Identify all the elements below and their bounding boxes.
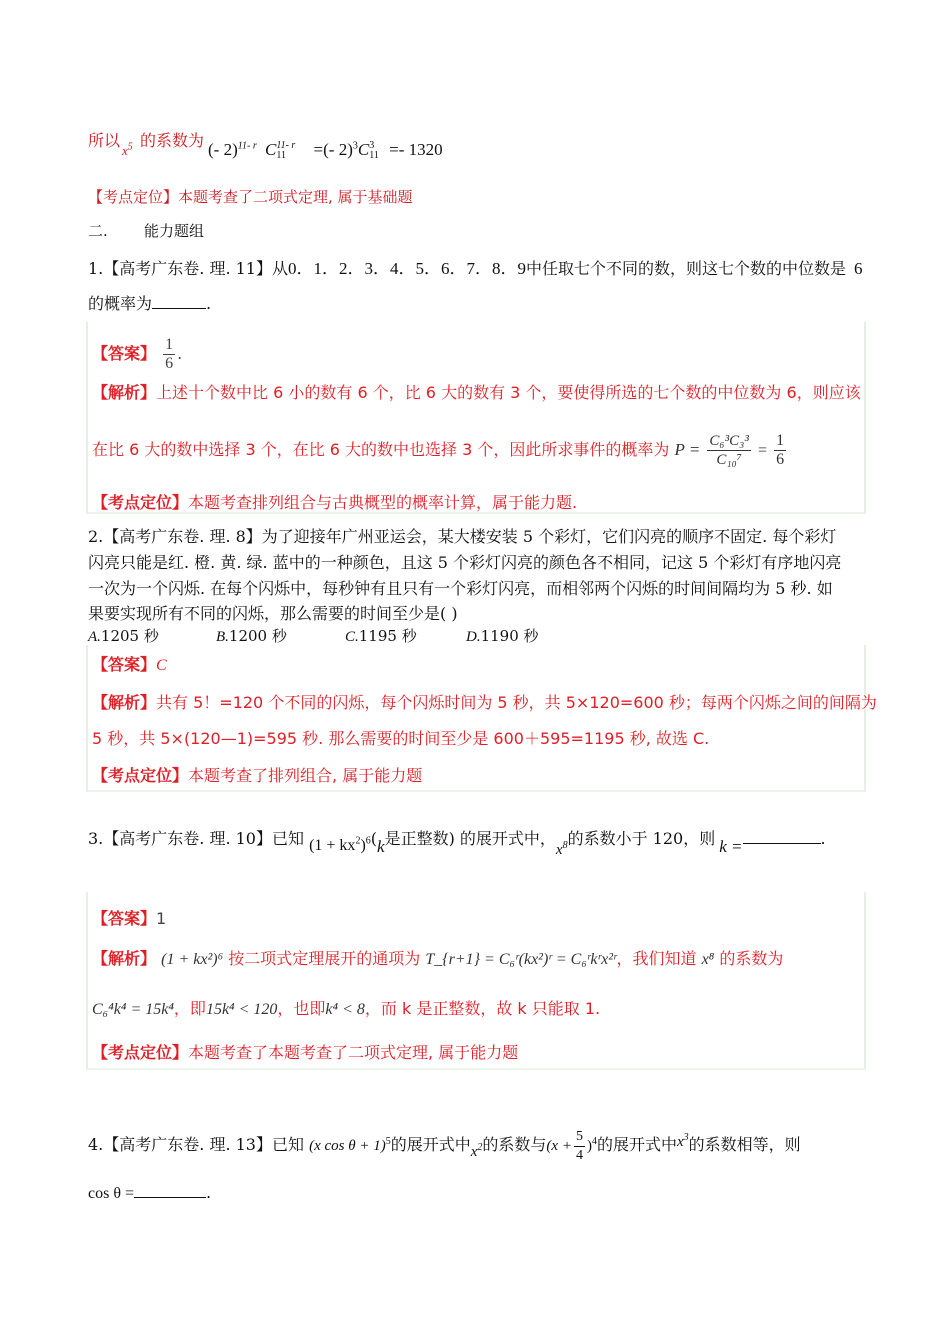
q2-jiexi-line1: 【解析】共有 5！=120 个不同的闪烁，每个闪烁时间为 5 秒，共 5×120=600 秒；每两个闪烁之间的间隔为 <box>92 693 877 712</box>
intro-x5: $x^5$ <box>122 141 133 158</box>
q2-stem-line3: 一次为一个闪烁. 在每个闪烁中，每秒钟有且只有一个彩灯闪亮，而相邻两个闪烁的时间间隔均为 5 秒. 如 <box>88 579 833 598</box>
q3-kaodian: 【考点定位】本题考查了本题考查了二项式定理, 属于能力题 <box>92 1043 519 1062</box>
q1-stem-line1: 1.【高考广东卷. 理. 11】从0．1．2．3．4．5．6．7．8．9中任取七个不同的数，则这七个数的中位数是 6 <box>88 259 863 278</box>
intro-kaodian: 【考点定位】本题考查了二项式定理, 属于基础题 <box>88 188 413 206</box>
q2-option-b[interactable]: B.1200 秒 <box>216 627 287 645</box>
q4-stem-line1: 4.【高考广东卷. 理. 13】已知 (x cos θ + 1)$^5$的展开式中$x^2$的系数与(x + $\frac{5}{4}$ )$^4$的展开式中$x^3$的系数相等，则 <box>88 1129 801 1163</box>
q2-jiexi-line2: 5 秒，共 5×(120—1)=595 秒. 那么需要的时间至少是 600＋595=1195 秒, 故选 C. <box>92 729 710 748</box>
q1-solution-box <box>86 322 866 514</box>
q2-answer: 【答案】C <box>92 655 167 674</box>
q2-option-d[interactable]: D.1190 秒 <box>466 627 539 645</box>
intro-formula: (- 2)$^{11- r}$ C 11- r 11 =(- 2)$^3$C 3 11 =- 1320 <box>208 140 443 162</box>
q1-stem-line2: 的概率为 . <box>88 294 212 313</box>
q3-answer: 【答案】1 <box>92 909 167 928</box>
q4-answer-blank[interactable] <box>134 1183 206 1198</box>
q2-stem-line4: 果要实现所有不同的闪烁，那么需要的时间至少是( ) <box>88 604 458 623</box>
q2-option-c[interactable]: C.1195 秒 <box>345 627 417 645</box>
section-title: 能力题组 <box>144 222 205 240</box>
q4-stem-line2: cos θ = . <box>88 1183 212 1202</box>
q2-option-a[interactable]: A.1205 秒 <box>88 627 159 645</box>
section-number: 二. <box>88 222 108 240</box>
q1-answer: 【答案】 $\frac{1}{6}$ . <box>92 336 183 372</box>
q3-stem: 3.【高考广东卷. 理. 10】已知 $(1 + kx^2)^6(k$是正整数) 的展开式中，$x^8$的系数小于 120，则 k = . <box>88 829 826 858</box>
q3-jiexi-line1: 【解析】 (1 + kx²)⁶ 按二项式定理展开的通项为 T_{r+1} = C₆ʳ(kx²)ʳ = C₆ʳkʳx²ʳ，我们知道 x⁸ 的系数为 <box>92 949 784 968</box>
q2-stem-line1: 2.【高考广东卷. 理. 8】为了迎接年广州亚运会，某大楼安装 5 个彩灯，它们闪亮的顺序不固定. 每个彩灯 <box>88 527 837 546</box>
intro-label: 的系数为 <box>140 131 205 150</box>
q2-kaodian: 【考点定位】本题考查了排列组合, 属于能力题 <box>92 766 423 785</box>
q3-jiexi-line2: C₆⁴k⁴ = 15k⁴，即15k⁴ < 120，也即k⁴ < 8，而 k 是正整数，故 k 只能取 1. <box>92 999 601 1018</box>
q2-stem-line2: 闪亮只能是红. 橙. 黄. 绿. 蓝中的一种颜色，且这 5 个彩灯闪亮的颜色各不相同，记这 5 个彩灯有序地闪亮 <box>88 553 842 572</box>
q3-answer-blank[interactable] <box>743 829 821 844</box>
q1-kaodian: 【考点定位】本题考查排列组合与古典概型的概率计算，属于能力题. <box>92 493 578 512</box>
q1-answer-blank[interactable] <box>152 294 206 309</box>
q1-jiexi-line1: 【解析】上述十个数中比 6 小的数有 6 个，比 6 大的数有 3 个，要使得所选的七个数的中位数为 6，则应该 <box>92 383 861 402</box>
q1-jiexi-line2: 在比 6 大的数中选择 3 个，在比 6 大的数中也选择 3 个，因此所求事件的概率为 P = $\frac{\text{C₆³C₃³}}{\text{C₁₀⁷}}$ = $\frac{1}{6}$ <box>92 432 785 468</box>
intro-prefix: 所以 <box>88 131 121 150</box>
